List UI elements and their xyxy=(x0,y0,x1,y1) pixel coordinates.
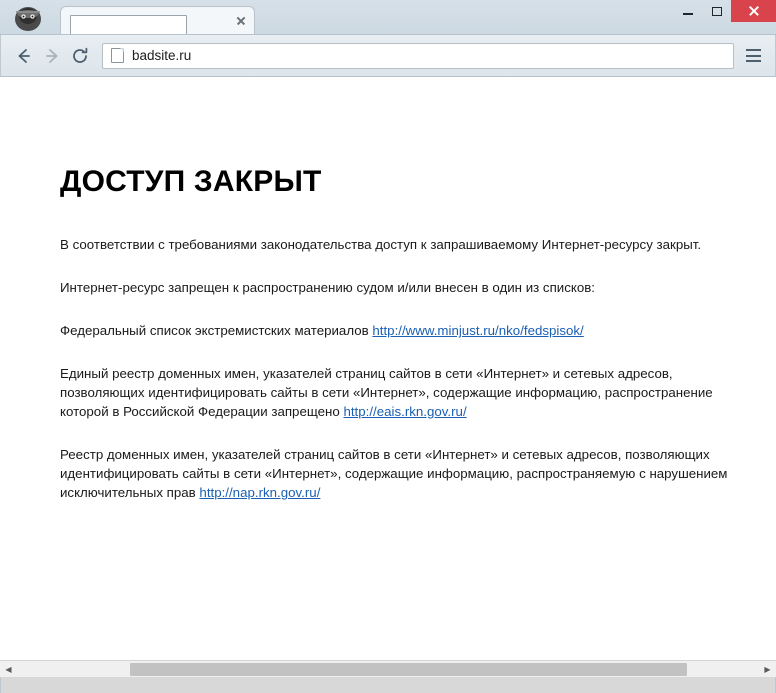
title-bar xyxy=(0,0,776,35)
forward-button-icon[interactable] xyxy=(38,42,66,70)
reload-button-icon[interactable] xyxy=(66,42,94,70)
list-item-federal-extremist xyxy=(60,321,730,340)
page-title: ДОСТУП ЗАКРЫТ xyxy=(60,165,322,198)
link-minjust[interactable]: http://www.minjust.ru/nko/fedspisok/ xyxy=(372,323,584,338)
window-controls xyxy=(673,0,776,24)
browser-tab[interactable] xyxy=(60,6,255,34)
menu-icon[interactable] xyxy=(740,42,766,70)
scrollbar-track[interactable] xyxy=(17,661,759,678)
paragraph-notice: В соответствии с требованиями законодательства доступ к запрашиваемому Интернет-ресурсу закрыт. xyxy=(60,237,702,252)
paragraph-lists-intro: Интернет-ресурс запрещен к распространению судом и/или внесен в один из списков: xyxy=(60,280,595,295)
link-nap[interactable]: http://nap.rkn.gov.ru/ xyxy=(199,485,321,500)
maximize-button[interactable] xyxy=(702,0,731,22)
page-icon xyxy=(69,14,81,28)
minimize-button[interactable] xyxy=(673,0,702,22)
browser-toolbar xyxy=(0,35,776,77)
close-button[interactable] xyxy=(731,0,776,22)
list-item-copyright-registry xyxy=(60,445,730,502)
link-eais[interactable]: http://eais.rkn.gov.ru/ xyxy=(343,404,467,419)
blocked-page-content xyxy=(0,77,776,502)
page-info-icon xyxy=(111,48,124,63)
list-item-unified-registry xyxy=(60,364,730,421)
scroll-left-arrow-icon[interactable]: ◀ xyxy=(5,664,12,674)
chrome-logo-icon xyxy=(12,3,44,33)
list-item-text: Единый реестр доменных имен, указателей страниц сайтов в сети «Интернет» и сетевых адресов, позволяющих идентифицировать сайты в сети «Интернет», содержащие информацию, распространение которой в Российской Федерации запрещено xyxy=(60,366,713,419)
list-item-text: Реестр доменных имен, указателей страниц сайтов в сети «Интернет» и сетевых адресов, позволяющих идентифицировать сайты в сети «Интернет», содержащие информацию, распространяемую с нарушением исключительных прав xyxy=(60,447,728,500)
tab-close-icon[interactable] xyxy=(234,14,248,28)
address-bar-url: badsite.ru xyxy=(132,48,192,63)
page-viewport xyxy=(0,77,776,677)
scroll-right-arrow-icon[interactable]: ▶ xyxy=(764,664,771,674)
scrollbar-thumb[interactable] xyxy=(130,663,687,676)
horizontal-scrollbar[interactable] xyxy=(0,660,776,677)
list-item-text: Федеральный список экстремистских материалов xyxy=(60,323,373,338)
address-bar[interactable] xyxy=(102,43,734,69)
back-button-icon[interactable] xyxy=(10,42,38,70)
